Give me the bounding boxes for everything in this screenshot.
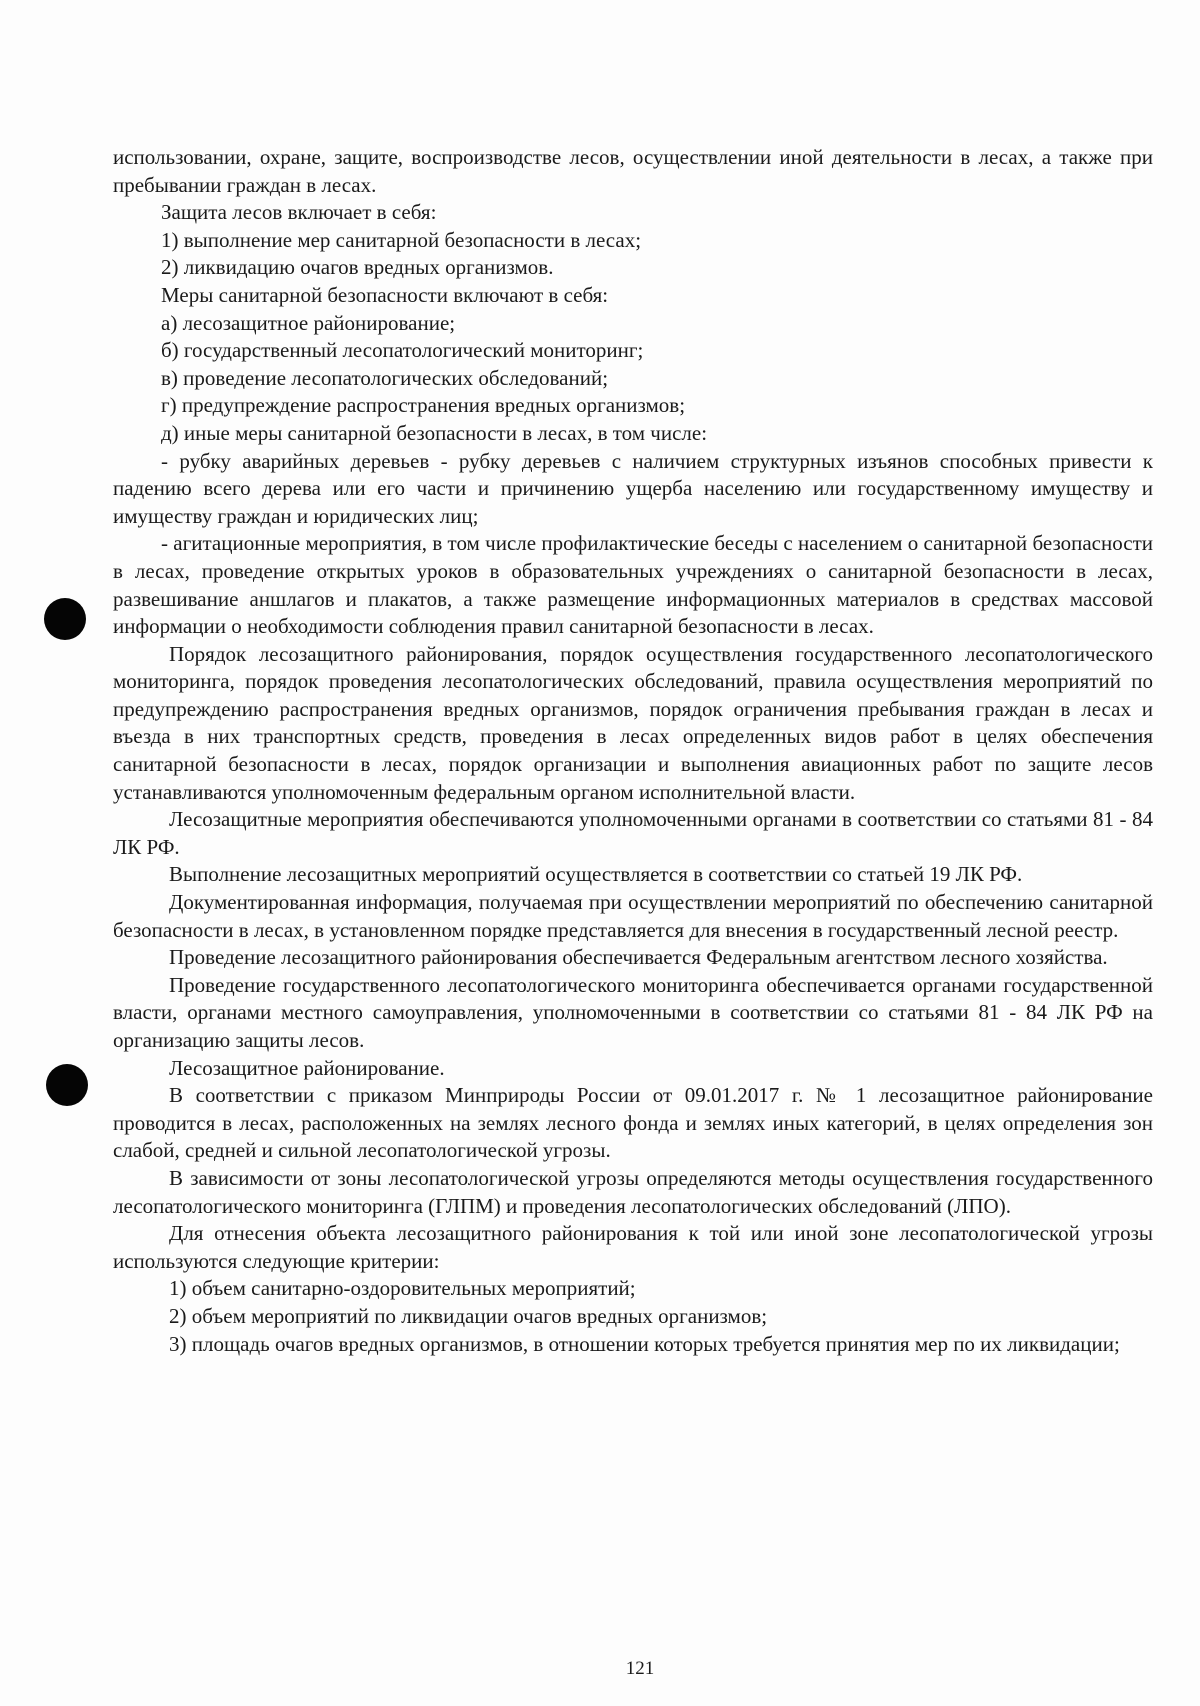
paragraph: Лесозащитное районирование. (169, 1055, 445, 1080)
document-body (113, 144, 1153, 1358)
punch-hole-mark (46, 1064, 88, 1106)
paragraph: 3) площадь очагов вредных организмов, в отношении которых требуется принятия мер по их ликвидации; (169, 1331, 1120, 1356)
paragraph: Защита лесов включает в себя: (161, 200, 437, 225)
paragraph: б) государственный лесопатологический мониторинг; (161, 338, 644, 363)
paragraph: Документированная информация, получаемая при осуществлении мероприятий по обеспечению санитарной безопасности в лесах, в установленном порядке представляется для внесения в государственный лесной реестр. (113, 890, 1153, 942)
paragraph: использовании, охране, защите, воспроизводстве лесов, осуществлении иной деятельности в лесах, а также при пребывании граждан в лесах. (113, 145, 1153, 197)
paragraph: 2) ликвидацию очагов вредных организмов. (161, 255, 554, 280)
page-number: 121 (625, 1658, 655, 1679)
paragraph: Проведение государственного лесопатологического мониторинга обеспечивается органами государственной власти, органами местного самоуправления, уполномоченными в соответствии со статьями 81 - 84 ЛК РФ на организацию защиты лесов. (113, 972, 1153, 1052)
paragraph: Проведение лесозащитного районирования обеспечивается Федеральным агентством лесного хозяйства. (169, 945, 1108, 970)
paragraph: д) иные меры санитарной безопасности в лесах, в том числе: (161, 420, 708, 445)
paragraph: а) лесозащитное районирование; (161, 310, 456, 335)
paragraph: Меры санитарной безопасности включают в себя: (161, 282, 609, 307)
paragraph: В соответствии с приказом Минприроды России от 09.01.2017 г. № 1 лесозащитное районирование проводится в лесах, расположенных на землях лесного фонда и землях иных категорий, в целях определения зон слабой, средней и сильной лесопатологической угрозы. (113, 1083, 1153, 1163)
paragraph: Для отнесения объекта лесозащитного районирования к той или иной зоне лесопатологической угрозы используются следующие критерии: (113, 1221, 1153, 1273)
paragraph: Выполнение лесозащитных мероприятий осуществляется в соответствии со статьей 19 ЛК РФ. (169, 862, 1023, 887)
paragraph: - агитационные мероприятия, в том числе профилактические беседы с населением о санитарной безопасности в лесах, проведение открытых уроков в образовательных учреждениях о санитарной безопасности в лесах, развешивание аншлагов и плакатов, а также размещение информационных материалов в средствах массовой информации о необходимости соблюдения правил санитарной безопасности в лесах. (113, 531, 1153, 639)
paragraph: 2) объем мероприятий по ликвидации очагов вредных организмов; (169, 1303, 768, 1328)
punch-hole-mark (44, 598, 86, 640)
paragraph: в) проведение лесопатологических обследований; (161, 365, 609, 390)
paragraph: г) предупреждение распространения вредных организмов; (161, 393, 686, 418)
paragraph: Порядок лесозащитного районирования, порядок осуществления государственного лесопатологического мониторинга, порядок проведения лесопатологических обследований, правила осуществления мероприятий по предупреждению распространения вредных организмов, порядок ограничения пребывания граждан в лесах и въезда в них транспортных средств, проведения в лесах определенных видов работ в целях обеспечения санитарной безопасности в лесах, порядок организации и выполнения авиационных работ по защите лесов устанавливаются уполномоченным федеральным органом исполнительной власти. (113, 641, 1153, 804)
paragraph: Лесозащитные мероприятия обеспечиваются уполномоченными органами в соответствии со статьями 81 - 84 ЛК РФ. (113, 807, 1153, 859)
paragraph: 1) объем санитарно-оздоровительных мероприятий; (169, 1276, 636, 1301)
paragraph: В зависимости от зоны лесопатологической угрозы определяются методы осуществления государственного лесопатологического мониторинга (ГЛПМ) и проведения лесопатологических обследований (ЛПО). (113, 1165, 1153, 1218)
paragraph: - рубку аварийных деревьев - рубку деревьев с наличием структурных изъянов способных привести к падению всего дерева или его части и причинению ущерба населению или государственному имуществу и имуществу граждан и юридических лиц; (113, 448, 1153, 528)
paragraph: 1) выполнение мер санитарной безопасности в лесах; (161, 227, 642, 252)
